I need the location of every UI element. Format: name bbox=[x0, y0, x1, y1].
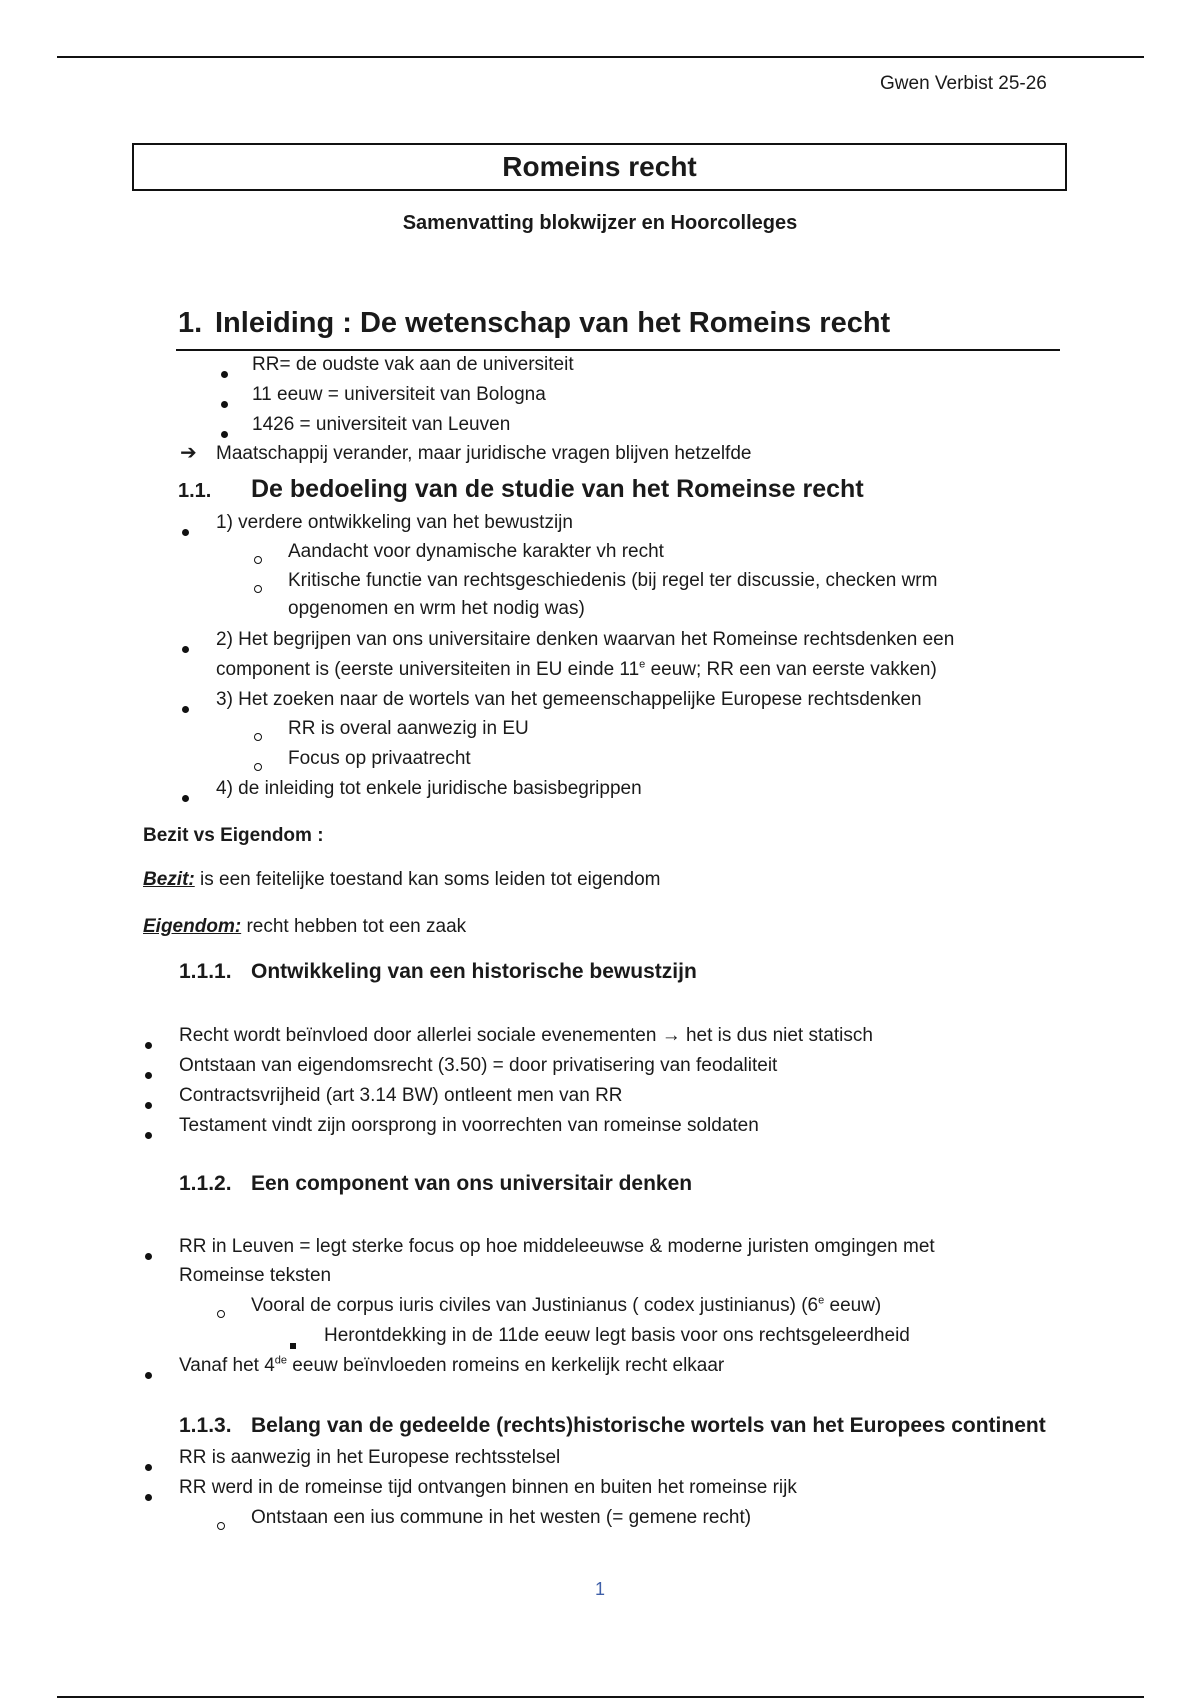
section-1-rule bbox=[176, 349, 1060, 351]
list-item: Herontdekking in de 11de eeuw legt basis voor ons rechtsgeleerdheid bbox=[324, 1325, 910, 1347]
list-item: Ontstaan van eigendomsrecht (3.50) = door privatisering van feodaliteit bbox=[179, 1055, 777, 1077]
bullet-dot-icon bbox=[182, 706, 189, 713]
bullet-dot-icon bbox=[145, 1372, 152, 1379]
list-item: 4) de inleiding tot enkele juridische basisbegrippen bbox=[216, 778, 642, 800]
list-item: Vooral de corpus iuris civiles van Justinianus ( codex justinianus) (6e eeuw) bbox=[251, 1295, 881, 1317]
document-title: Romeins recht bbox=[132, 143, 1067, 191]
bullet-circle-icon bbox=[217, 1522, 225, 1530]
header-rule bbox=[57, 56, 1144, 58]
bullet-dot-icon bbox=[182, 795, 189, 802]
bullet-dot-icon bbox=[145, 1494, 152, 1501]
bullet-dot-icon bbox=[145, 1042, 152, 1049]
list-item: RR is overal aanwezig in EU bbox=[288, 718, 529, 740]
arrow-right-icon: ➔ bbox=[180, 442, 197, 464]
bullet-dot-icon bbox=[182, 529, 189, 536]
section-1-number: 1. bbox=[178, 307, 203, 339]
list-item-continuation: opgenomen en wrm het nodig was) bbox=[288, 598, 585, 619]
list-item: 1426 = universiteit van Leuven bbox=[252, 414, 510, 436]
list-item: Focus op privaatrecht bbox=[288, 748, 471, 770]
list-item: RR werd in de romeinse tijd ontvangen binnen en buiten het romeinse rijk bbox=[179, 1477, 797, 1499]
list-item: Kritische functie van rechtsgeschiedenis (bij regel ter discussie, checken wrm bbox=[288, 570, 937, 592]
bullet-circle-icon bbox=[254, 556, 262, 564]
section-1-1-title: De bedoeling van de studie van het Romeinse recht bbox=[251, 475, 864, 503]
section-1-1-3-title: Belang van de gedeelde (rechts)historische wortels van het Europees continent bbox=[251, 1414, 1046, 1437]
bullet-dot-icon bbox=[145, 1253, 152, 1260]
section-1-title: Inleiding : De wetenschap van het Romeins recht bbox=[215, 307, 891, 339]
bullet-dot-icon bbox=[182, 646, 189, 653]
bullet-circle-icon bbox=[254, 763, 262, 771]
eigendom-definition: Eigendom: recht hebben tot een zaak bbox=[143, 916, 467, 937]
header-author: Gwen Verbist 25-26 bbox=[880, 73, 1047, 94]
section-1-1-number: 1.1. bbox=[178, 480, 212, 502]
page-number: 1 bbox=[595, 1579, 606, 1599]
list-item: RR in Leuven = legt sterke focus op hoe middeleeuwse & moderne juristen omgingen met bbox=[179, 1236, 935, 1258]
section-1-1-2-title: Een component van ons universitair denken bbox=[251, 1172, 693, 1195]
section-1-1-1-number: 1.1.1. bbox=[179, 960, 232, 983]
section-1-1-3-number: 1.1.3. bbox=[179, 1414, 232, 1437]
list-item: RR= de oudste vak aan de universiteit bbox=[252, 354, 574, 376]
arrow-right-icon: → bbox=[661, 1025, 681, 1046]
bullet-circle-icon bbox=[217, 1310, 225, 1318]
list-item: Contractsvrijheid (art 3.14 BW) ontleent men van RR bbox=[179, 1085, 623, 1107]
list-item: Aandacht voor dynamische karakter vh recht bbox=[288, 541, 664, 563]
list-item: 2) Het begrijpen van ons universitaire denken waarvan het Romeinse rechtsdenken een bbox=[216, 629, 954, 651]
list-item-continuation: component is (eerste universiteiten in EU einde 11e eeuw; RR een van eerste vakken) bbox=[216, 658, 937, 680]
list-item: 1) verdere ontwikkeling van het bewustzijn bbox=[216, 512, 573, 534]
bullet-circle-icon bbox=[254, 585, 262, 593]
bullet-dot-icon bbox=[221, 371, 228, 378]
bullet-square-icon bbox=[290, 1343, 296, 1349]
footer-rule bbox=[57, 1696, 1144, 1698]
list-item: Vanaf het 4de eeuw beïnvloeden romeins en kerkelijk recht elkaar bbox=[179, 1355, 724, 1377]
bullet-dot-icon bbox=[145, 1072, 152, 1079]
bullet-dot-icon bbox=[145, 1464, 152, 1471]
bullet-dot-icon bbox=[221, 401, 228, 408]
list-item: Testament vindt zijn oorsprong in voorrechten van romeinse soldaten bbox=[179, 1115, 759, 1137]
list-item: RR is aanwezig in het Europese rechtsstelsel bbox=[179, 1447, 560, 1469]
bullet-circle-icon bbox=[254, 733, 262, 741]
section-1-1-1-title: Ontwikkeling van een historische bewustzijn bbox=[251, 960, 697, 983]
bezit-heading: Bezit vs Eigendom : bbox=[143, 825, 324, 846]
list-item: Ontstaan een ius commune in het westen (= gemene recht) bbox=[251, 1507, 751, 1529]
document-subtitle: Samenvatting blokwijzer en Hoorcolleges bbox=[402, 212, 798, 234]
bullet-dot-icon bbox=[145, 1132, 152, 1139]
section-1-1-2-number: 1.1.2. bbox=[179, 1172, 232, 1195]
bezit-definition: Bezit: is een feitelijke toestand kan soms leiden tot eigendom bbox=[143, 869, 661, 890]
bullet-dot-icon bbox=[145, 1102, 152, 1109]
list-item: 3) Het zoeken naar de wortels van het gemeenschappelijke Europese rechtsdenken bbox=[216, 689, 922, 711]
list-item: Recht wordt beïnvloed door allerlei sociale evenementen → het is dus niet statisch bbox=[179, 1025, 873, 1047]
list-item: ➔ Maatschappij verander, maar juridische vragen blijven hetzelfde bbox=[180, 442, 752, 464]
bullet-dot-icon bbox=[221, 431, 228, 438]
list-item: 11 eeuw = universiteit van Bologna bbox=[252, 384, 546, 406]
list-item-continuation: Romeinse teksten bbox=[179, 1265, 332, 1286]
